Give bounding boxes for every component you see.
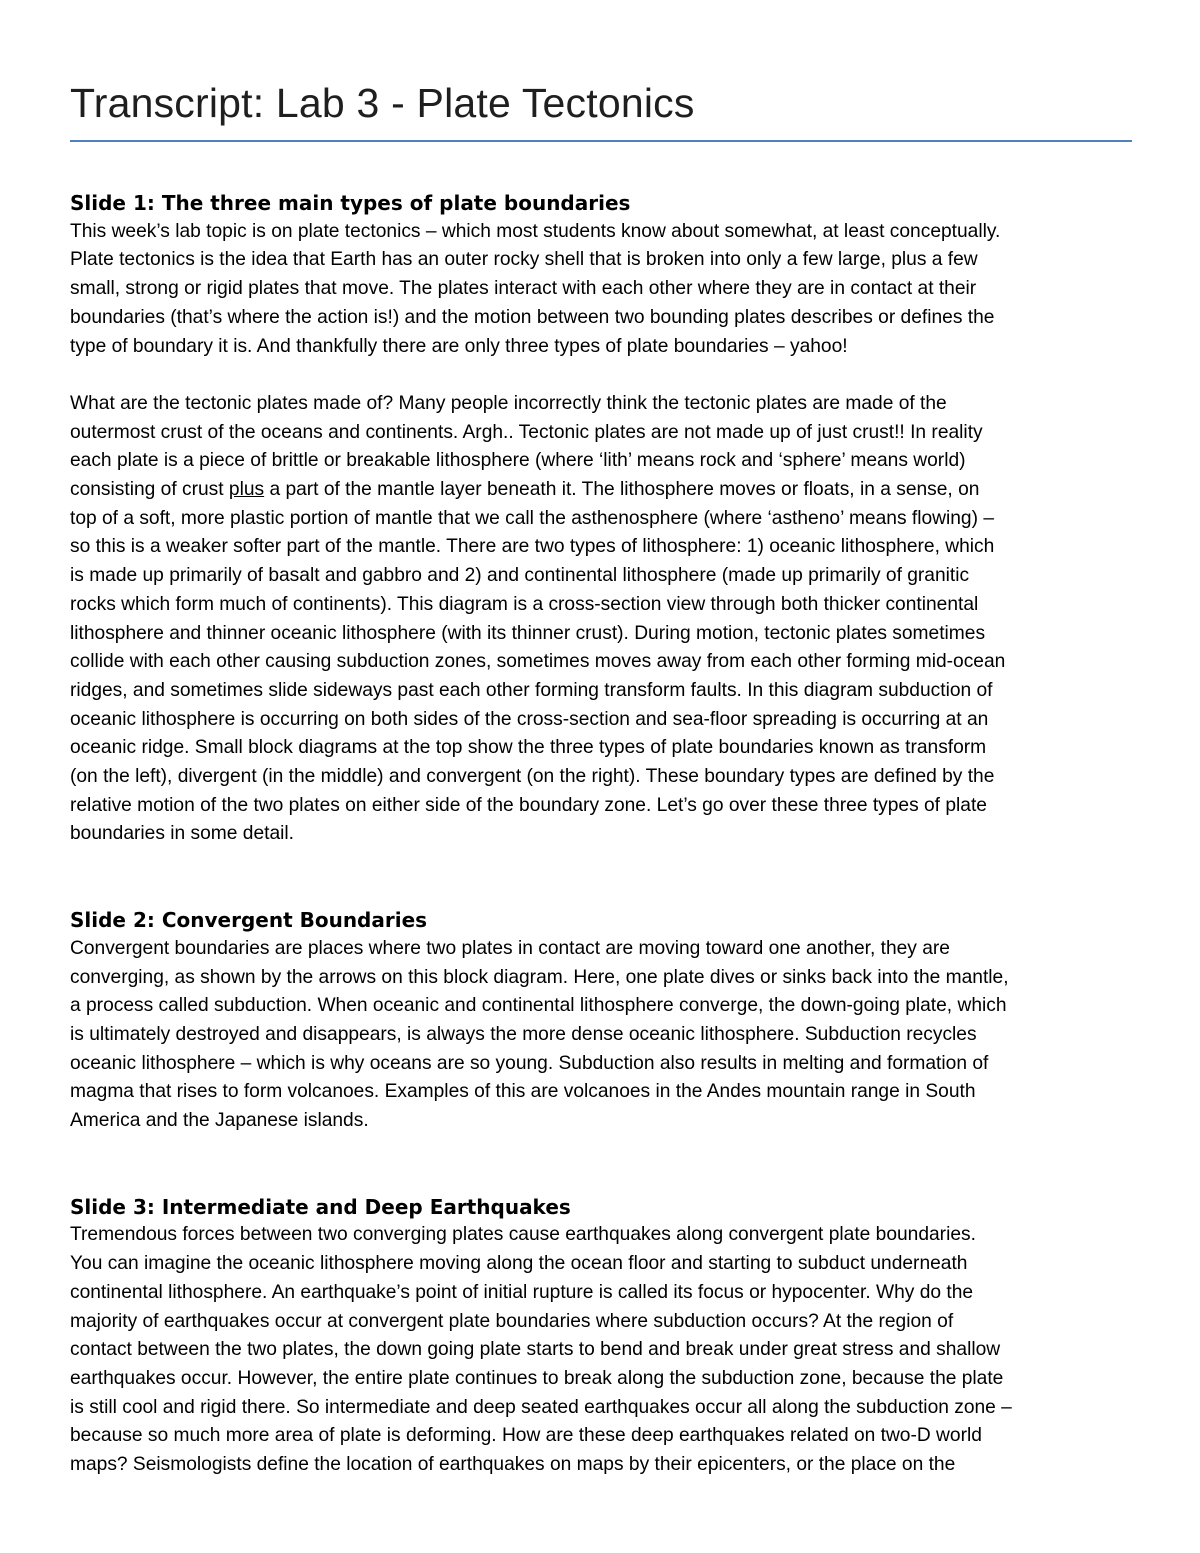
title-underline-rule	[70, 140, 1132, 142]
slide-1-paragraph-2	[70, 390, 1132, 849]
slide-3-paragraph-1: Tremendous forces between two converging plates cause earthquakes along convergent plate boundaries. You can imagine the oceanic lithosphere moving along the ocean floor and starting to subduct underneath continental lithosphere. An earthquake’s point of initial rupture is called its focus or hypocenter. Why do the majority of earthquakes occur at convergent plate boundaries where subduction occurs? At the region of contact between the two plates, the down going plate starts to bend and break under great stress and shallow earthquakes occur. However, the entire plate continues to break along the subduction zone, because the plate is still cool and rigid there. So intermediate and deep seated earthquakes occur all along the subduction zone – because so much more area of plate is deforming. How are these deep earthquakes related on two-D world maps? Seismologists define the location of earthquakes on maps by their epicenters, or the place on the	[70, 1224, 1012, 1476]
slide-2-paragraph-1: Convergent boundaries are places where two plates in contact are moving toward one another, they are converging, as shown by the arrows on this block diagram. Here, one plate dives or sinks back into the mantle, a process called subduction. When oceanic and continental lithosphere converge, the down-going plate, which is ultimately destroyed and disappears, is always the more dense oceanic lithosphere. Subduction recycles oceanic lithosphere – which is why oceans are so young. Subduction also results in melting and formation of magma that rises to form volcanoes. Examples of this are volcanoes in the Andes mountain range in South America and the Japanese islands.	[70, 937, 1009, 1132]
slide-1-paragraph-2-part-1: What are the tectonic plates made of? Many people incorrectly think the tectonic plates are made of the outermost crust of the oceans and continents. Argh.. Tectonic plates are not made up of just crust!! In reality each plate is a piece of brittle or breakable lithosphere (where ‘lith’ means rock and ‘sphere’ means world) consisting of crust	[70, 392, 983, 501]
slide-3-section	[70, 1193, 1132, 1480]
document-title: Transcript: Lab 3 - Plate Tectonics	[70, 80, 695, 126]
slide-3-heading: Slide 3: Intermediate and Deep Earthquakes	[70, 1194, 571, 1219]
slide-2-heading: Slide 2: Convergent Boundaries	[70, 908, 428, 933]
underlined-word-plus: plus	[228, 479, 265, 501]
slide-1-paragraph-2-part-2: a part of the mantle layer beneath it. The lithosphere moves or floats, in a sense, on top of a soft, more plastic portion of mantle that we call the asthenosphere (where ‘astheno’ means flowing) – so this is a weaker softer part of the mantle. There are two types of lithosphere: 1) oceanic lithosphere, which is made up primarily of basalt and gabbro and 2) and continental lithosphere (made up primarily of granitic rocks which form much of continents). This diagram is a cross-section view through both thicker continental lithosphere and thinner oceanic lithosphere (with its thinner crust). During motion, tectonic plates sometimes collide with each other causing subduction zones, sometimes moves away from each other forming mid-ocean ridges, and sometimes slide sideways past each other forming transform faults. In this diagram subduction of oceanic lithosphere is occurring on both sides of the cross-section and sea-floor spreading is occurring at an oceanic ridge. Small block diagrams at the top show the three types of plate boundaries known as transform (on the left), divergent (in the middle) and convergent (on the right). These boundary types are defined by the relative motion of the two plates on either side of the boundary zone. Let’s go over these three types of plate boundaries in some detail.	[70, 479, 1006, 845]
slide-1-section	[70, 189, 1132, 849]
slide-1-paragraph-1: This week’s lab topic is on plate tectonics – which most students know about somewhat, at least conceptually. Plate tectonics is the idea that Earth has an outer rocky shell that is broken into only a few large, plus a few small, strong or rigid plates that move. The plates interact with each other where they are in contact at their boundaries (that’s where the action is!) and the motion between two bounding plates describes or defines the type of boundary it is. And thankfully there are only three types of plate boundaries – yahoo!	[70, 220, 1001, 357]
slide-1-heading: Slide 1: The three main types of plate boundaries	[70, 191, 631, 215]
slide-2-section	[70, 906, 1132, 1136]
document-page	[70, 74, 1132, 1480]
